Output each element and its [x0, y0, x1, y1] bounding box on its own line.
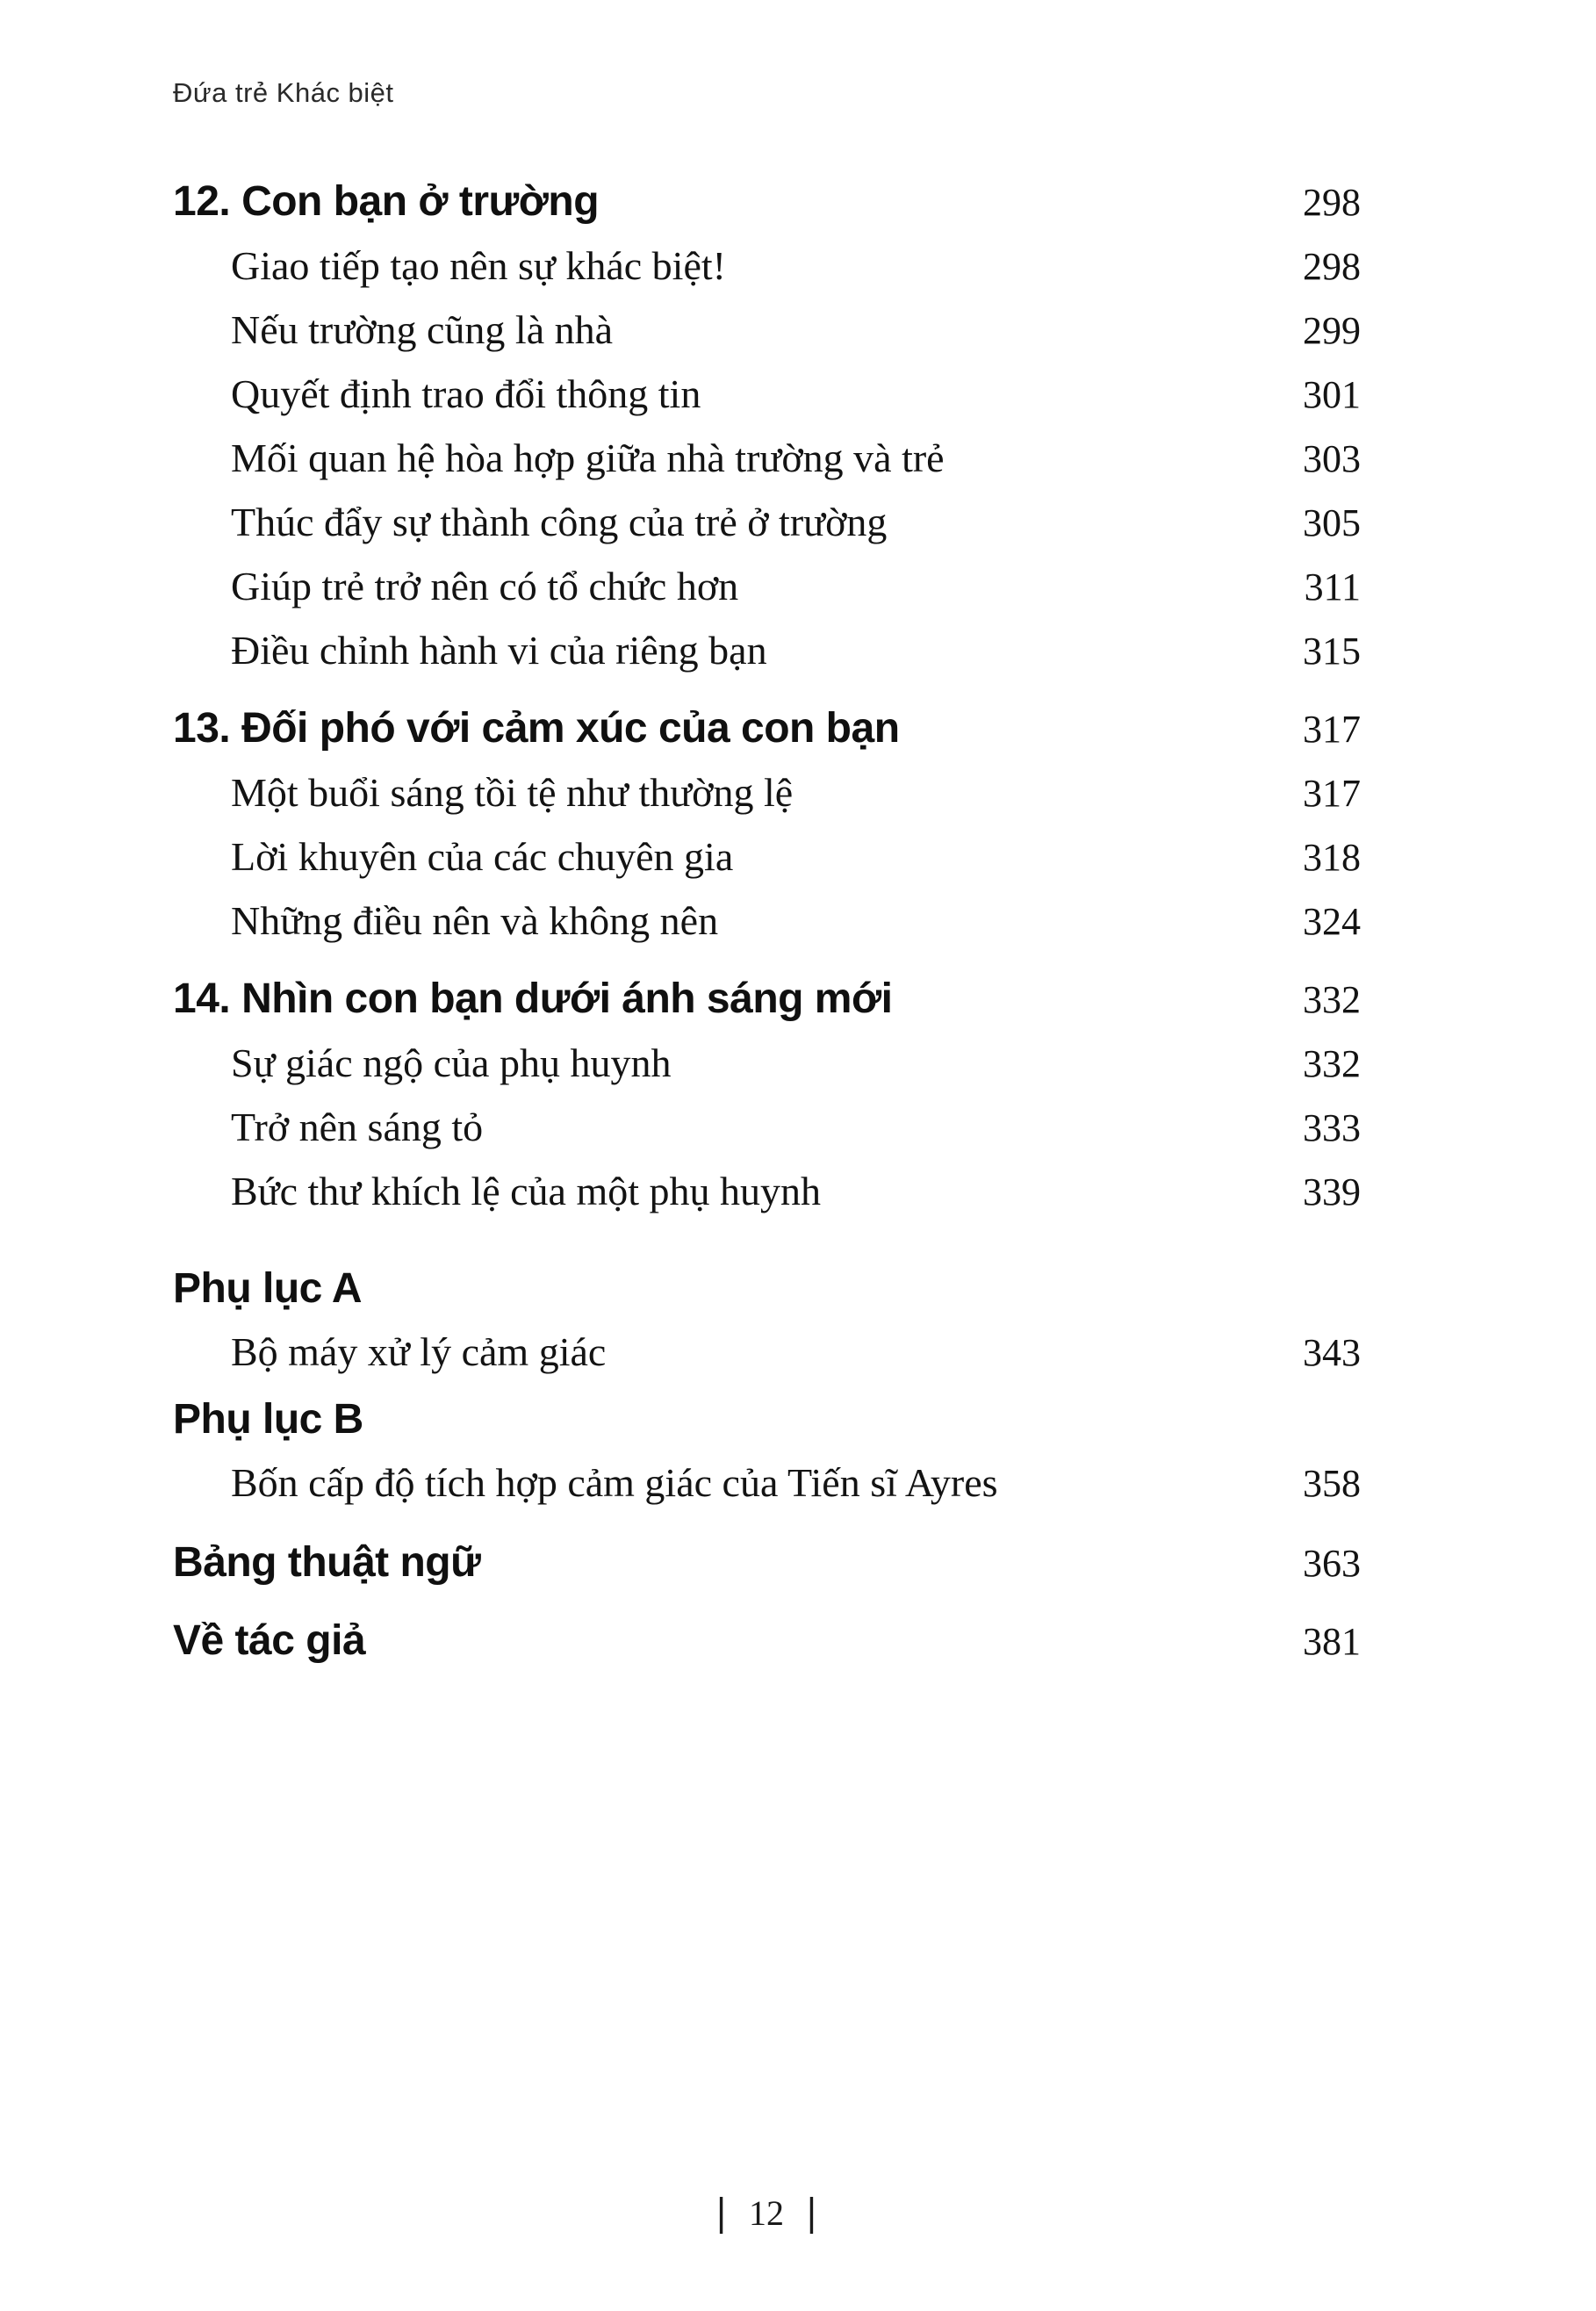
footer-right-bar: |: [807, 2190, 816, 2235]
chapter-title: 13. Đối phó với cảm xúc của con bạn: [173, 705, 900, 752]
chapter-title: 14. Nhìn con bạn dưới ánh sáng mới: [173, 976, 893, 1022]
page-footer: [716, 2192, 816, 2234]
toc-item-row: [173, 1032, 1361, 1096]
item-label: Mối quan hệ hòa hợp giữa nhà trường và trẻ: [231, 436, 945, 480]
toc-chapter-row: [173, 968, 1361, 1032]
item-label: Bốn cấp độ tích hợp cảm giác của Tiến sĩ Ayres: [231, 1460, 998, 1505]
page-number: 298: [1303, 181, 1361, 224]
page-number: 363: [1303, 1542, 1361, 1585]
page-number: 317: [1303, 772, 1361, 815]
page-number: 303: [1303, 437, 1361, 480]
toc-item-row: [173, 825, 1361, 889]
page-number: 332: [1303, 1042, 1361, 1085]
toc-appendix-row: [173, 1388, 1361, 1451]
chapter-title: 12. Con bạn ở trường: [173, 178, 600, 225]
item-label: Một buổi sáng tồi tệ như thường lệ: [231, 770, 794, 815]
toc-author-row: [173, 1609, 1361, 1674]
item-label: Lời khuyên của các chuyên gia: [231, 834, 734, 879]
page-number: 317: [1303, 708, 1361, 751]
toc-item-row: [173, 363, 1361, 427]
item-label: Giao tiếp tạo nên sự khác biệt!: [231, 243, 726, 288]
footer-left-bar: |: [716, 2190, 726, 2235]
toc-item-row: [173, 299, 1361, 363]
toc-item-row: [173, 427, 1361, 491]
page-number: 358: [1303, 1462, 1361, 1505]
page-number: 318: [1303, 836, 1361, 879]
item-label: Bức thư khích lệ của một phụ huynh: [231, 1169, 822, 1213]
item-label: Trở nên sáng tỏ: [231, 1105, 484, 1149]
item-label: Nếu trường cũng là nhà: [231, 307, 614, 352]
page-number: 305: [1303, 501, 1361, 544]
toc-item-row: [173, 1451, 1361, 1515]
footer-page-number: 12: [749, 2192, 784, 2233]
item-label: Những điều nên và không nên: [231, 898, 719, 943]
page-number: 343: [1303, 1331, 1361, 1374]
appendix-title: Phụ lục A: [173, 1265, 363, 1312]
table-of-contents: [173, 170, 1361, 1674]
page-number: 315: [1303, 630, 1361, 673]
toc-item-row: [173, 491, 1361, 555]
author-title: Về tác giả: [173, 1617, 366, 1664]
toc-item-row: [173, 619, 1361, 683]
glossary-title: Bảng thuật ngữ: [173, 1539, 481, 1586]
running-header: Đứa trẻ Khác biệt: [173, 77, 394, 108]
page-number: 333: [1303, 1106, 1361, 1149]
toc-chapter-row: [173, 697, 1361, 761]
toc-item-row: [173, 234, 1361, 299]
toc-glossary-row: [173, 1531, 1361, 1595]
toc-item-row: [173, 555, 1361, 619]
item-label: Giúp trẻ trở nên có tổ chức hơn: [231, 564, 739, 608]
page-number: 301: [1303, 373, 1361, 416]
page-number: 299: [1303, 309, 1361, 352]
page-number: 339: [1303, 1170, 1361, 1213]
page-number: 311: [1304, 565, 1361, 608]
toc-appendix-row: [173, 1257, 1361, 1321]
item-label: Bộ máy xử lý cảm giác: [231, 1329, 607, 1374]
appendix-title: Phụ lục B: [173, 1396, 363, 1443]
item-label: Sự giác ngộ của phụ huynh: [231, 1040, 672, 1085]
item-label: Điều chỉnh hành vi của riêng bạn: [231, 628, 767, 673]
page-number: 332: [1303, 978, 1361, 1021]
page-number: 324: [1303, 900, 1361, 943]
page-number: 381: [1303, 1620, 1361, 1663]
item-label: Quyết định trao đổi thông tin: [231, 371, 701, 416]
toc-item-row: [173, 1160, 1361, 1224]
toc-item-row: [173, 1096, 1361, 1160]
item-label: Thúc đẩy sự thành công của trẻ ở trường: [231, 500, 888, 544]
toc-item-row: [173, 1321, 1361, 1385]
toc-chapter-row: [173, 170, 1361, 234]
page-number: 298: [1303, 245, 1361, 288]
toc-item-row: [173, 761, 1361, 825]
toc-item-row: [173, 889, 1361, 954]
